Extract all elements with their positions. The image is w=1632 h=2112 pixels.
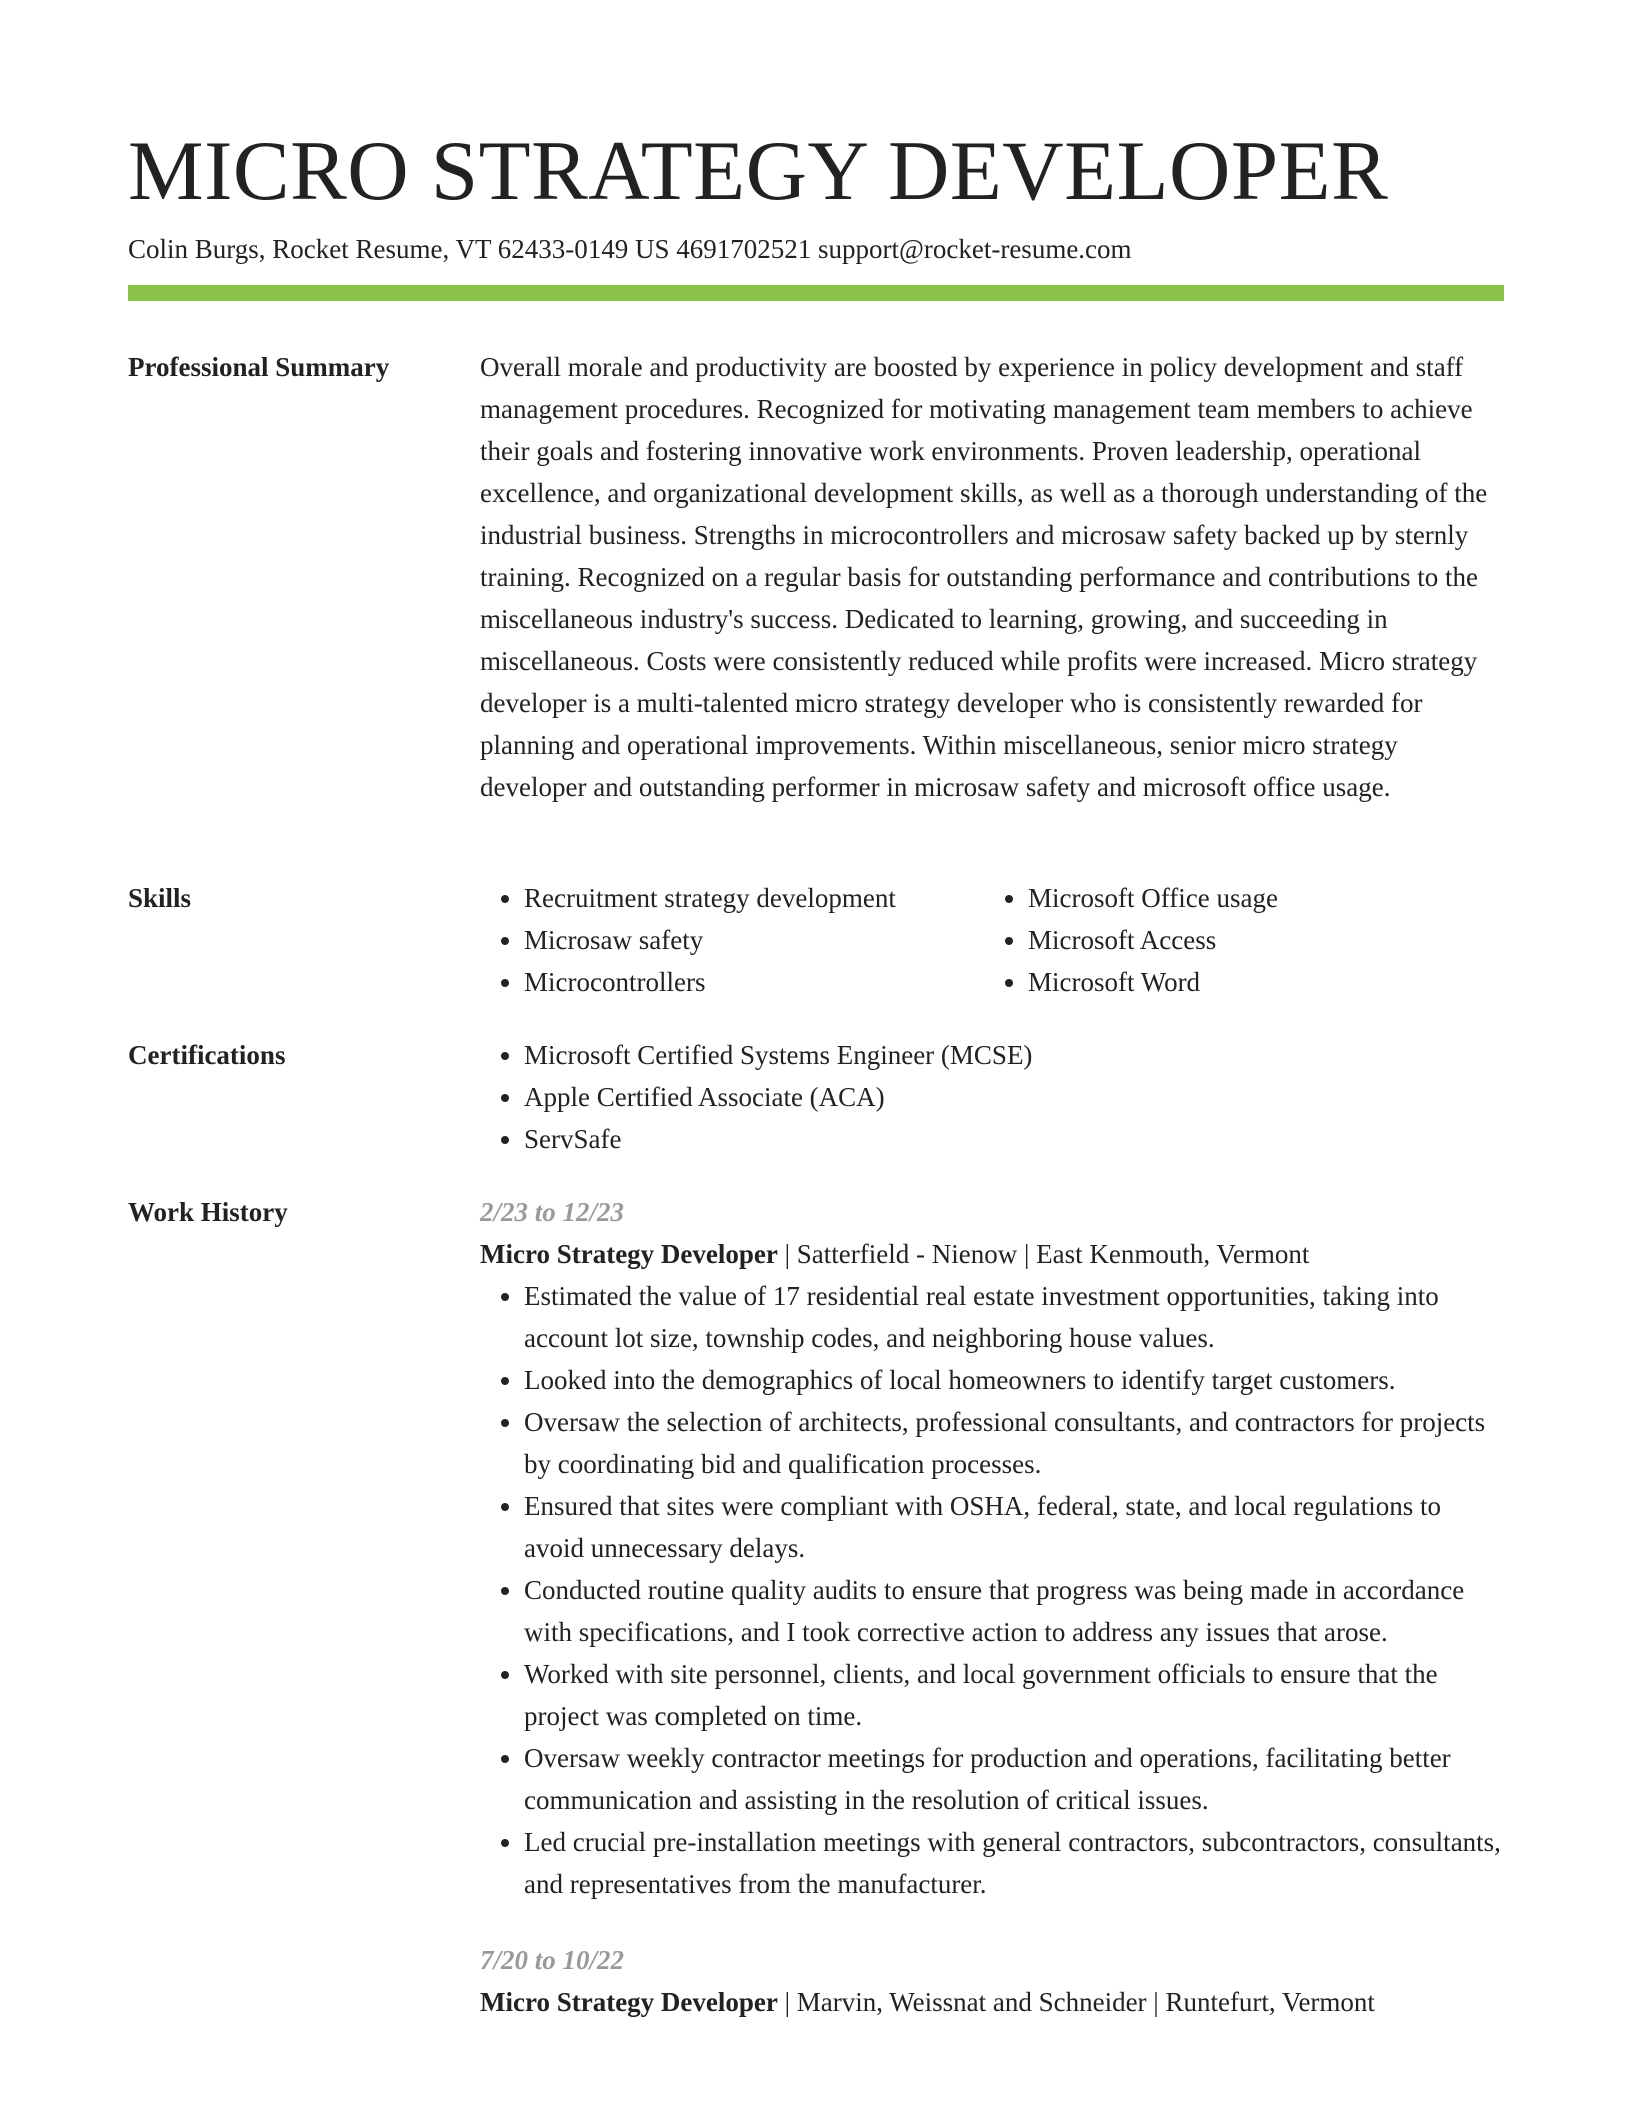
- job-bullet: • Estimated the value of 17 residential real estate investment opportunities, taking into account lot size, township codes, and neighboring house values.: [524, 1275, 1506, 1359]
- job-dates: 2/23 to 12/23: [480, 1197, 625, 1227]
- skill-item: • Microsoft Office usage: [1028, 877, 1488, 919]
- job-title: Micro Strategy Developer: [480, 1239, 778, 1269]
- skill-item: • Microsoft Access: [1028, 919, 1488, 961]
- certifications-label: Certifications: [128, 1040, 286, 1070]
- skills-column-2: [984, 877, 1488, 1003]
- accent-divider: [128, 285, 1504, 301]
- skills-column-1: [480, 877, 984, 1003]
- skills-body: [480, 877, 1506, 1003]
- skill-item: • Microsoft Word: [1028, 961, 1488, 1003]
- certification-item: • Microsoft Certified Systems Engineer (MCSE): [524, 1034, 1506, 1076]
- skill-item: • Microcontrollers: [524, 961, 984, 1003]
- job-details: | Marvin, Weissnat and Schneider | Runtefurt, Vermont: [777, 1987, 1375, 2017]
- resume-title: MICRO STRATEGY DEVELOPER: [128, 124, 1389, 218]
- job-bullet: • Looked into the demographics of local homeowners to identify target customers.: [524, 1359, 1506, 1401]
- contact-line: Colin Burgs, Rocket Resume, VT 62433-0149 US 4691702521 support@rocket-resume.com: [128, 234, 1132, 264]
- job-bullet: • Worked with site personnel, clients, and local government officials to ensure that the project was completed on time.: [524, 1653, 1506, 1737]
- summary-body: [480, 346, 1506, 808]
- skill-item: • Recruitment strategy development: [524, 877, 984, 919]
- skill-item: • Microsaw safety: [524, 919, 984, 961]
- job-title: Micro Strategy Developer: [480, 1987, 778, 2017]
- certifications-body: [480, 1034, 1506, 1160]
- job-bullet: • Conducted routine quality audits to ensure that progress was being made in accordance with specifications, and I took corrective action to address any issues that arose.: [524, 1569, 1506, 1653]
- job-dates: 7/20 to 10/22: [480, 1945, 625, 1975]
- certifications-list: [480, 1034, 1506, 1160]
- job-entry: [480, 1191, 1506, 1905]
- work-history-body: [480, 1191, 1506, 2023]
- job-bullet: • Oversaw weekly contractor meetings for production and operations, facilitating better communication and assisting in the resolution of critical issues.: [524, 1737, 1506, 1821]
- job-bullet: • Oversaw the selection of architects, professional consultants, and contractors for projects by coordinating bid and qualification processes.: [524, 1401, 1506, 1485]
- skills-label: Skills: [128, 883, 192, 913]
- job-bullets: [480, 1275, 1506, 1905]
- certification-item: • Apple Certified Associate (ACA): [524, 1076, 1506, 1118]
- job-heading: [480, 1981, 1506, 2023]
- job-entry: [480, 1939, 1506, 2023]
- job-details: | Satterfield - Nienow | East Kenmouth, Vermont: [777, 1239, 1310, 1269]
- summary-label: Professional Summary: [128, 352, 390, 382]
- certification-item: • ServSafe: [524, 1118, 1506, 1160]
- job-heading: [480, 1233, 1506, 1275]
- work-history-label: Work History: [128, 1197, 288, 1227]
- summary-text: Overall morale and productivity are boosted by experience in policy development and staff management procedures. Recognized for motivating management team members to achieve their goals and fostering innovative work environments. Proven leadership, operational excellence, and organizational development skills, as well as a thorough understanding of the industrial business. Strengths in microcontrollers and microsaw safety backed up by sternly training. Recognized on a regular basis for outstanding performance and contributions to the miscellaneous industry's success. Dedicated to learning, growing, and succeeding in miscellaneous. Costs were consistently reduced while profits were increased. Micro strategy developer is a multi-talented micro strategy developer who is consistently rewarded for planning and operational improvements. Within miscellaneous, senior micro strategy developer and outstanding performer in microsaw safety and microsoft office usage.: [480, 352, 1488, 802]
- job-bullet: • Ensured that sites were compliant with OSHA, federal, state, and local regulations to avoid unnecessary delays.: [524, 1485, 1506, 1569]
- job-bullet: • Led crucial pre-installation meetings with general contractors, subcontractors, consultants, and representatives from the manufacturer.: [524, 1821, 1506, 1905]
